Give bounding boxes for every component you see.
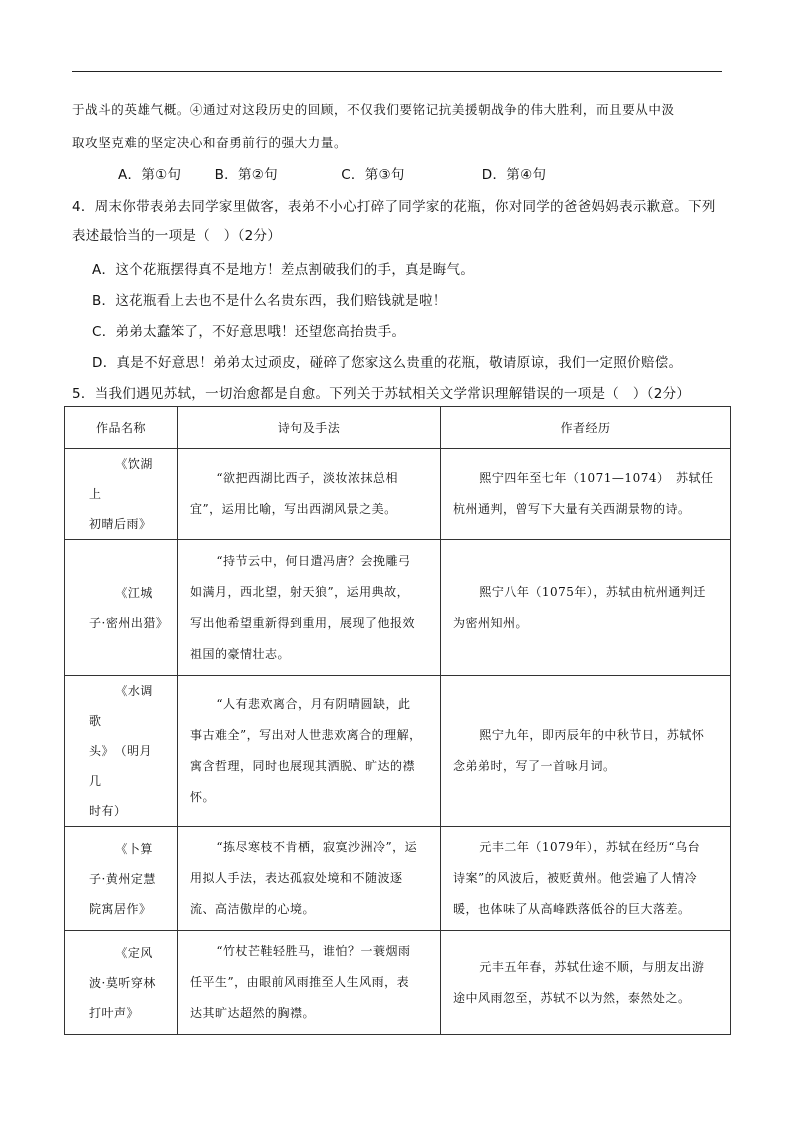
table-row [65,676,731,827]
header-verse-technique: 诗句及手法 [178,407,441,449]
verse-cell: “拣尽寒枝不肯栖，寂寞沙洲冷”，运 用拟人手法，表达孤寂处境和不随波逐 流、高洁傲岸的心境。 [178,827,441,931]
verse-cell: “人有悲欢离合，月有阴晴圆缺，此 事古难全”，写出对人世悲欢离合的理解， 寓含哲理，同时也展现其洒脱、旷达的襟 怀。 [178,676,441,827]
literature-table [64,406,731,1035]
experience-cell: 熙宁八年（1075年），苏轼由杭州通判迁 为密州知州。 [441,540,731,676]
q3-option-d: D．第④句 [481,167,547,183]
work-name-cell: 《饮湖上 初晴后雨》 [65,449,178,540]
intro-line-2: 取攻坚克难的坚定决心和奋勇前行的强大力量。 [72,135,348,150]
experience-cell: 元丰五年春，苏轼仕途不顺，与朋友出游 途中风雨忽至，苏轼不以为然，泰然处之。 [441,931,731,1035]
q3-option-a: A．第①句 [118,167,182,183]
q3-option-c: C．第③句 [341,167,405,183]
q4-option-c: C．弟弟太蠢笨了，不好意思哦！还望您高抬贵手。 [92,324,406,340]
q3-option-b: B．第②句 [214,167,278,183]
header-work-name: 作品名称 [65,407,178,449]
work-name-cell: 《江城 子·密州出猎》 [65,540,178,676]
table-row [65,931,731,1035]
work-name-cell: 《定风 波·莫听穿林 打叶声》 [65,931,178,1035]
header-rule [72,71,722,72]
table-row [65,449,731,540]
experience-cell: 熙宁四年至七年（1071—1074） 苏轼任 杭州通判，曾写下大量有关西湖景物的诗。 [441,449,731,540]
experience-cell: 熙宁九年，即丙辰年的中秋节日，苏轼怀 念弟弟时，写了一首咏月词。 [441,676,731,827]
work-name-cell: 《水调歌 头》 （明月几 时有） [65,676,178,827]
intro-line-1: 于战斗的英雄气概。④通过对这段历史的回顾，不仅我们要铭记抗美援朝战争的伟大胜利，而且要从中汲 [72,102,675,117]
header-author-experience: 作者经历 [441,407,731,449]
verse-cell: “欲把西湖比西子，淡妆浓抹总相 宜”，运用比喻，写出西湖风景之美。 [178,449,441,540]
q4-option-b: B．这花瓶看上去也不是什么名贵东西，我们赔钱就是啦！ [92,293,447,309]
verse-cell: “竹杖芒鞋轻胜马，谁怕？一蓑烟雨 任平生”，由眼前风雨推至人生风雨，表 达其旷达超然的胸襟。 [178,931,441,1035]
q4-stem-line-1: 4．周末你带表弟去同学家里做客，表弟不小心打碎了同学家的花瓶，你对同学的爸爸妈妈表示歉意。下列 [72,199,716,215]
q4-option-a: A．这个花瓶摆得真不是地方！差点割破我们的手，真是晦气。 [92,262,475,278]
q5-stem: 5．当我们遇见苏轼，一切治愈都是自愈。下列关于苏轼相关文学常识理解错误的一项是（ ）（2分） [72,386,691,402]
work-name-cell: 《卜算 子·黄州定慧 院寓居作》 [65,827,178,931]
verse-cell: “持节云中，何日遣冯唐？会挽雕弓 如满月，西北望，射天狼”，运用典故， 写出他希望重新得到重用，展现了他报效 祖国的豪情壮志。 [178,540,441,676]
table-row [65,827,731,931]
q4-option-d: D．真是不好意思！弟弟太过顽皮，碰碎了您家这么贵重的花瓶，敬请原谅，我们一定照价赔偿。 [92,355,683,371]
table-header-row [65,407,731,449]
q4-stem-line-2: 表述最恰当的一项是（ ）（2分） [72,228,282,244]
table-row [65,540,731,676]
q3-options [118,163,546,183]
experience-cell: 元丰二年（1079年），苏轼在经历“乌台 诗案”的风波后，被贬黄州。他尝遍了人情冷 暖，也体味了从高峰跌落低谷的巨大落差。 [441,827,731,931]
